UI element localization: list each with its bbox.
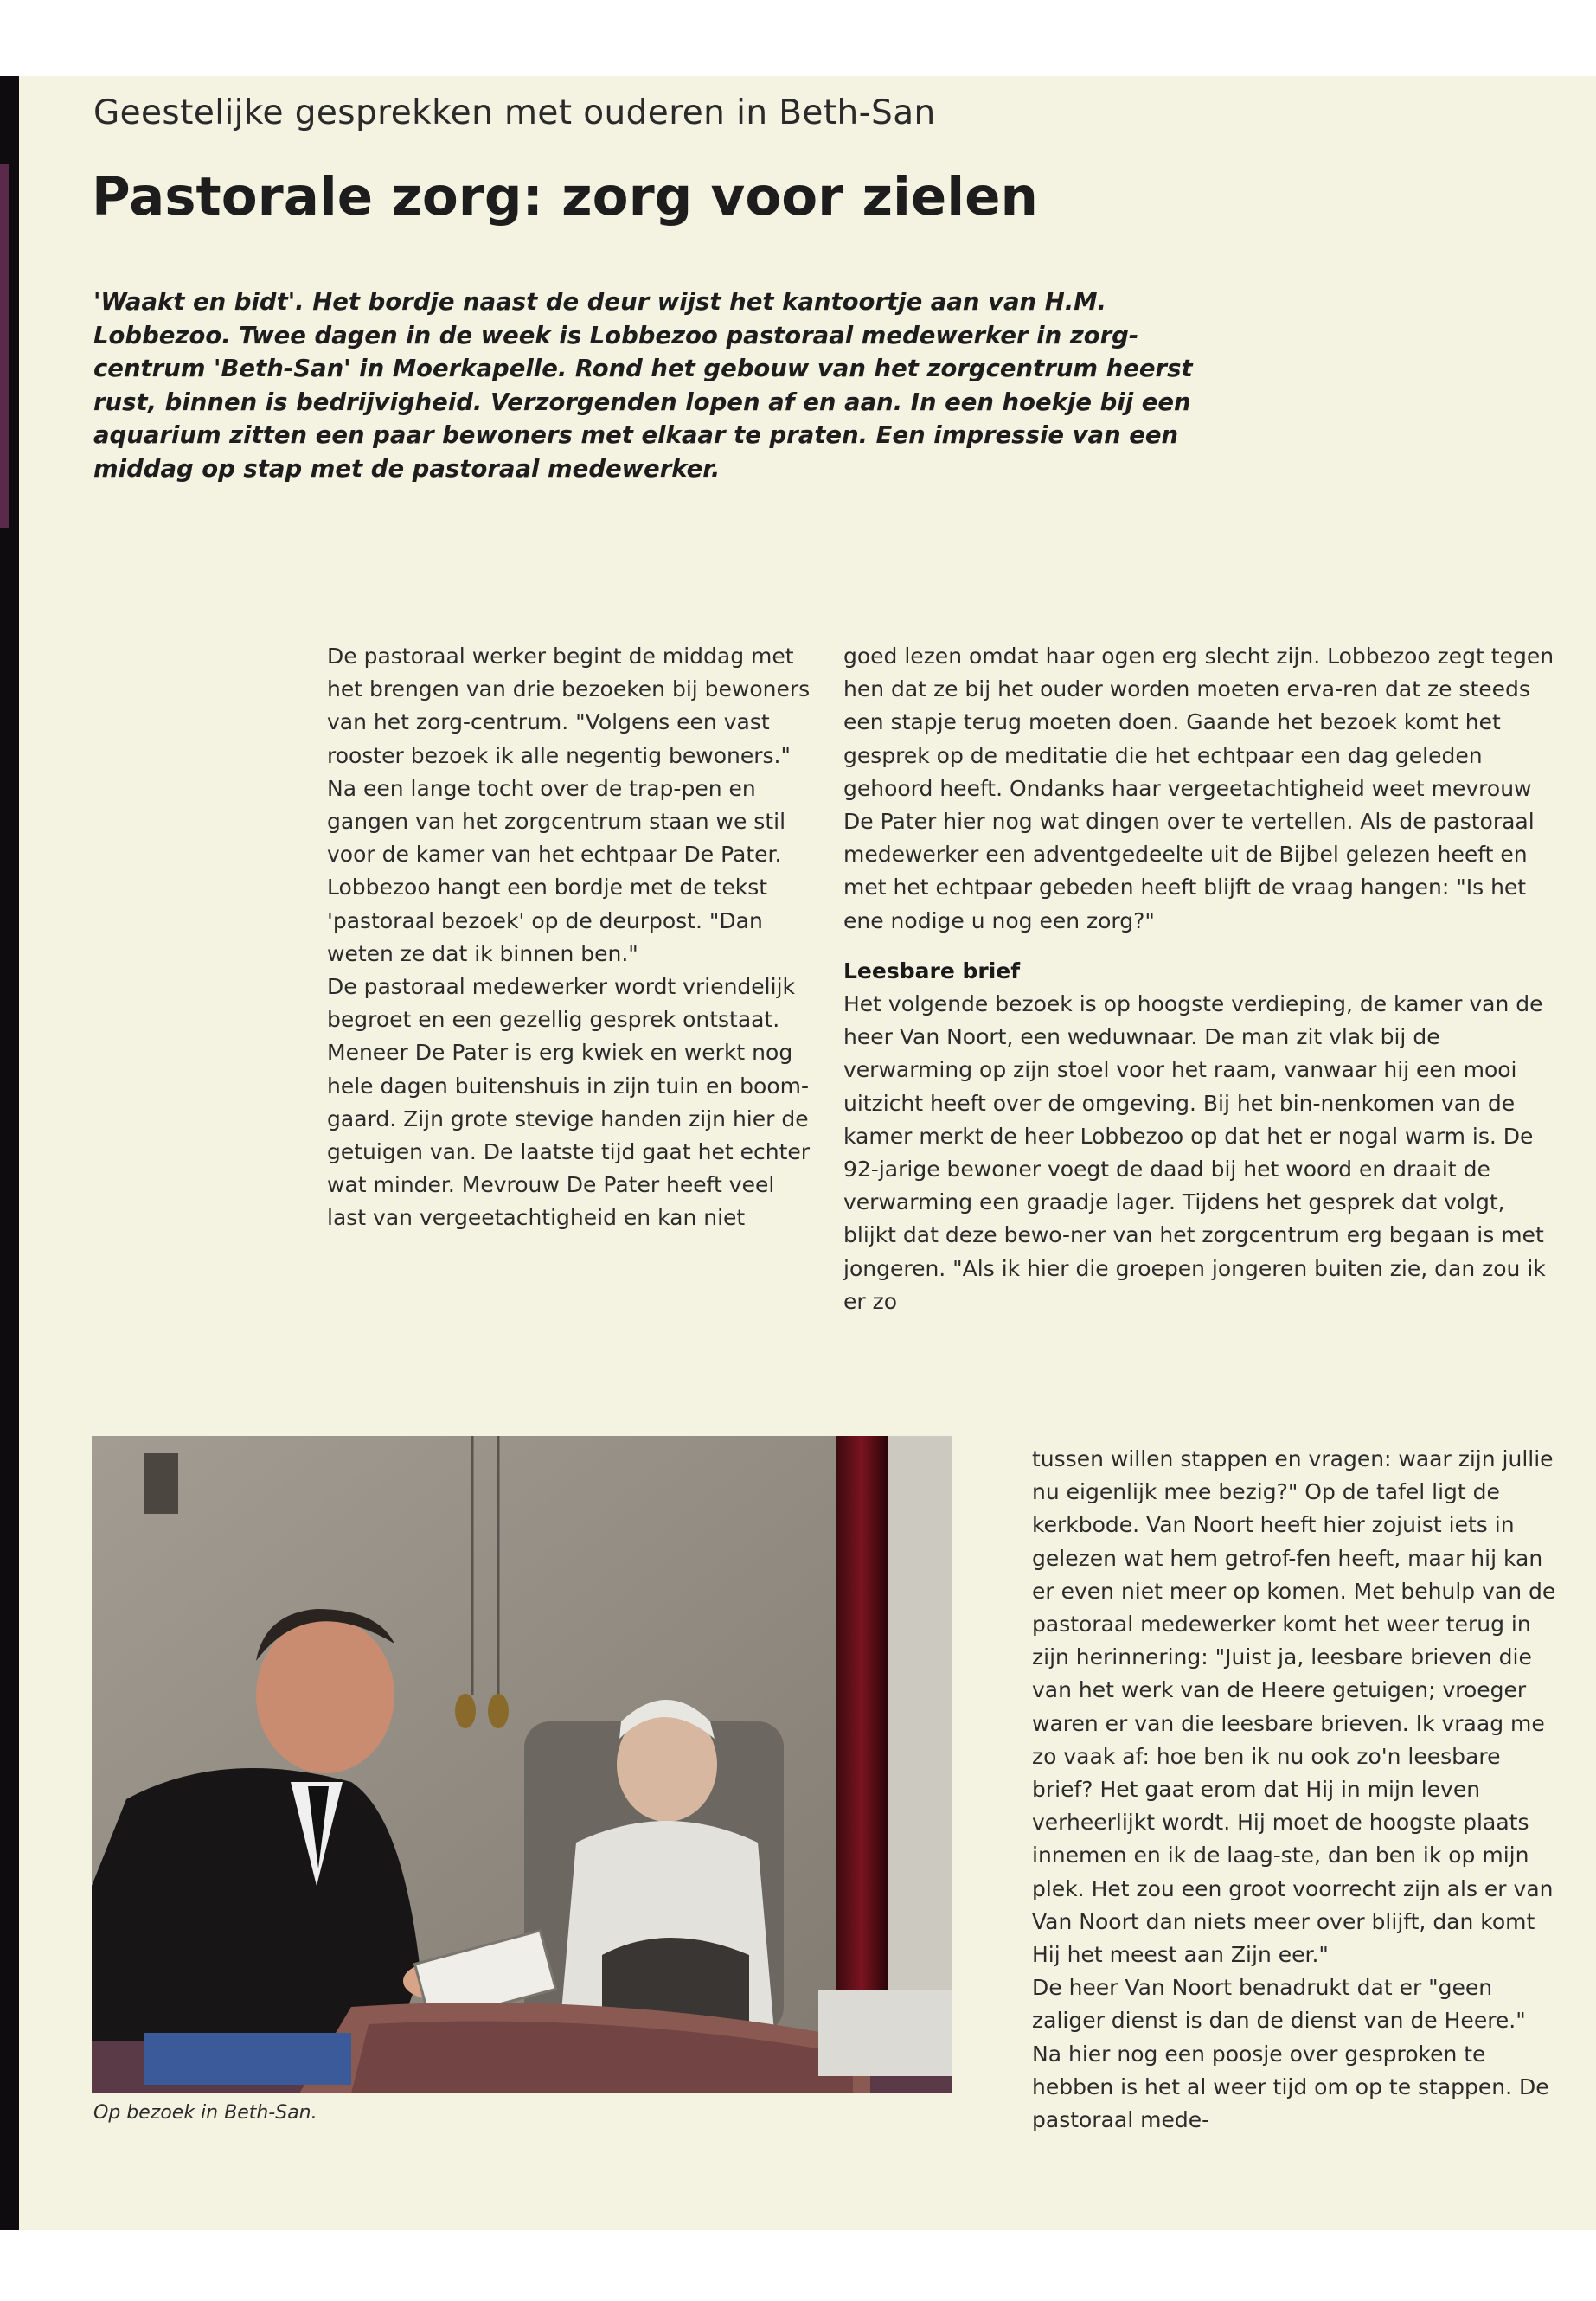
scan-left-edge-colour (0, 164, 9, 528)
photo-caption: Op bezoek in Beth-San. (93, 2102, 317, 2124)
section-subheading: Leesbare brief (843, 958, 1021, 984)
article-kicker: Geestelijke gesprekken met ouderen in Beth-San (93, 93, 936, 132)
body-paragraph: De pastoraal medewerker wordt vriendelijk begroet en een gezellig gesprek ontstaat. Meneer De Pater is erg kwiek en werkt nog hele dagen buitenshuis in zijn tuin en boom-gaard. Zijn grote stevige handen zijn hier de getuigen van. De laatste tijd gaat het echter wat minder. Mevrouw De Pater heeft veel last van vergeetachtigheid en kan niet (327, 974, 811, 1231)
article-intro: 'Waakt en bidt'. Het bordje naast de deur wijst het kantoortje aan van H.M. Lobbezoo. Twee dagen in de week is Lobbezoo pastoraal medewerker in zorg-centrum 'Beth-San' in Moerkapelle. Rond het gebouw van het zorgcentrum heerst rust, binnen is bedrijvigheid. Verzorgenden lopen af en aan. In een hoekje bij een aquarium zitten een paar bewoners met elkaar te praten. Een impressie van een middag op stap met de pastoraal medewerker. (93, 288, 1193, 483)
article-photo (92, 1436, 952, 2093)
body-paragraph: De pastoraal werker begint de middag met het brengen van drie bezoeken bij bewoners van het zorg-centrum. "Volgens een vast rooster bezoek ik alle negentig bewoners." Na een lange tocht over de trap-pen en gangen van het zorgcentrum staan we stil voor de kamer van het echtpaar De Pater. Lobbezoo hangt een bordje met de tekst 'pastoraal bezoek' op de deurpost. "Dan weten ze dat ik binnen ben." (327, 644, 811, 966)
body-column-2 (843, 640, 1561, 1318)
body-column-1 (327, 640, 811, 1235)
article-title: Pastorale zorg: zorg voor zielen (92, 166, 1038, 228)
body-paragraph: De heer Van Noort benadrukt dat er "geen zaliger dienst is dan de dienst van de Heere." Na hier nog een poosje over gesproken te hebben is het al weer tijd om op te stappen. De pastoraal mede- (1032, 1975, 1549, 2133)
body-paragraph: goed lezen omdat haar ogen erg slecht zijn. Lobbezoo zegt tegen hen dat ze bij het ouder worden moeten erva-ren dat ze steeds een stapje terug moeten doen. Gaande het bezoek komt het gesprek op de meditatie die het echtpaar een dag geleden gehoord heeft. Ondanks haar vergeetachtigheid weet mevrouw De Pater hier nog wat dingen over te vertellen. Als de pastoraal medewerker een adventgedeelte uit de Bijbel gelezen heeft en met het echtpaar gebeden heeft blijft de vraag hangen: "Is het ene nodige u nog een zorg?" (843, 644, 1554, 933)
body-column-3 (1032, 1443, 1560, 2137)
body-paragraph: Het volgende bezoek is op hoogste verdieping, de kamer van de heer Van Noort, een weduwnaar. De man zit vlak bij de verwarming op zijn stoel voor het raam, vanwaar hij een mooi uitzicht heeft over de omgeving. Bij het bin-nenkomen van de kamer merkt de heer Lobbezoo op dat het er nogal warm is. De 92-jarige bewoner voegt de daad bij het woord en draait de verwarming een graadje lager. Tijdens het gesprek dat volgt, blijkt dat deze bewo-ner van het zorgcentrum erg begaan is met jongeren. "Als ik hier die groepen jongeren buiten zie, dan zou ik er zo (843, 991, 1546, 1314)
photo-illustration (92, 1436, 952, 2093)
body-paragraph: tussen willen stappen en vragen: waar zijn jullie nu eigenlijk mee bezig?" Op de tafel ligt de kerkbode. Van Noort heeft hier zojuist iets in gelezen wat hem getrof-fen heeft, maar hij kan er even niet meer op komen. Met behulp van de pastoraal medewerker komt het weer terug in zijn herinnering: "Juist ja, leesbare brieven die van het werk van de Heere getuigen; vroeger waren er van die leesbare brieven. Ik vraag me zo vaak af: hoe ben ik nu ook zo'n leesbare brief? Het gaat erom dat Hij in mijn leven verheerlijkt wordt. Hij moet de hoogste plaats innemen en ik de laag-ste, dan ben ik op mijn plek. Het zou een groot voorrecht zijn als er van Van Noort dan niets meer over blijft, dan komt Hij het meest aan Zijn eer." (1032, 1446, 1556, 1968)
